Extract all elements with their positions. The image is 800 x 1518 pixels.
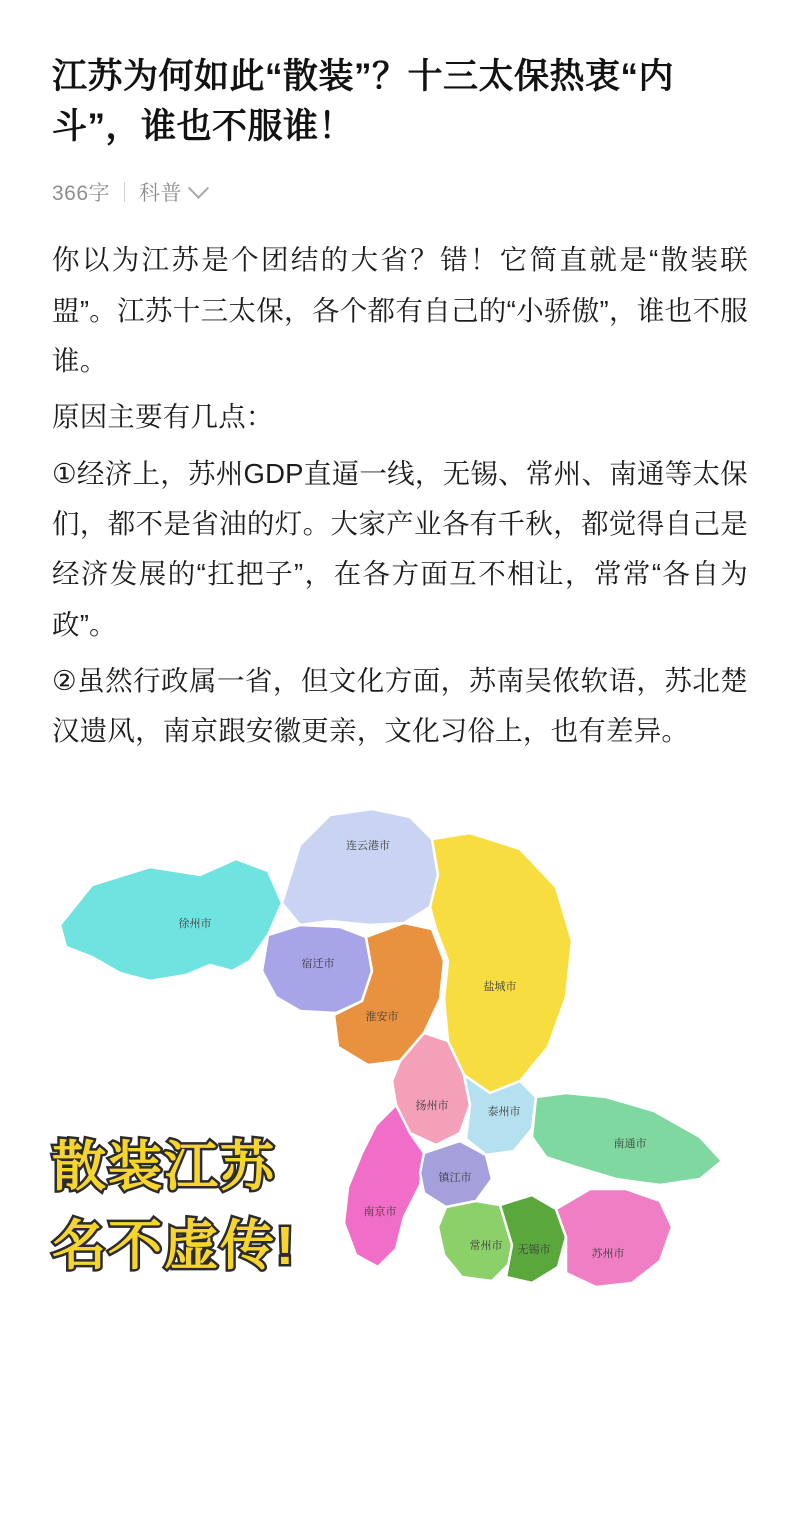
map-label-yangzhou: 扬州市 [415, 1099, 449, 1112]
jiangsu-map-image [0, 775, 800, 1375]
map-region-xuzhou [60, 859, 282, 981]
paragraph: 你以为江苏是个团结的大省？错！它简直就是“散装联盟”。江苏十三太保，各个都有自己的“小骄傲”，谁也不服谁。 [52, 244, 748, 376]
chevron-down-icon[interactable] [188, 178, 209, 199]
article-container [0, 0, 800, 757]
map-label-nantong: 南通市 [613, 1137, 647, 1150]
map-label-suzhou: 苏州市 [591, 1247, 625, 1260]
jiangsu-map-figure [0, 775, 800, 1375]
paragraph: ②虽然行政属一省，但文化方面，苏南吴侬软语，苏北楚汉遗风，南京跟安徽更亲，文化习俗上，也有差异。 [52, 664, 748, 747]
map-label-wuxi: 无锡市 [517, 1243, 551, 1256]
map-label-zhenjiang: 镇江市 [438, 1171, 472, 1184]
map-label-yancheng: 盐城市 [483, 980, 517, 993]
map-label-lianyungang: 连云港市 [346, 839, 390, 852]
map-label-nanjing: 南京市 [363, 1205, 397, 1218]
article-meta [52, 177, 748, 207]
map-label-taizhou: 泰州市 [487, 1105, 521, 1118]
meta-divider [124, 182, 125, 202]
map-label-suqian: 宿迁市 [301, 957, 335, 970]
map-overlay-caption [52, 1133, 296, 1281]
page-title: 江苏为何如此“散装”？十三太保热衷“内斗”，谁也不服谁！ [52, 57, 675, 146]
map-region-lianyungang [282, 809, 438, 925]
map-region-suzhou [556, 1189, 672, 1287]
article-body [52, 235, 748, 756]
paragraph: ①经济上，苏州GDP直逼一线，无锡、常州、南通等太保们，都不是省油的灯。大家产业各有千秋，都觉得自己是经济发展的“扛把子”，在各方面互不相让，常常“各自为政”。 [52, 457, 748, 640]
map-label-changzhou: 常州市 [469, 1239, 503, 1252]
word-count: 366字 [52, 182, 111, 206]
overlay-line-1: 散装江苏 [52, 1136, 276, 1197]
paragraph: 原因主要有几点： [52, 401, 274, 433]
overlay-line-2: 名不虚传! [52, 1215, 296, 1276]
map-label-xuzhou: 徐州市 [178, 917, 212, 930]
map-label-huaian: 淮安市 [365, 1010, 399, 1023]
category-tag[interactable]: 科普 [139, 182, 183, 206]
